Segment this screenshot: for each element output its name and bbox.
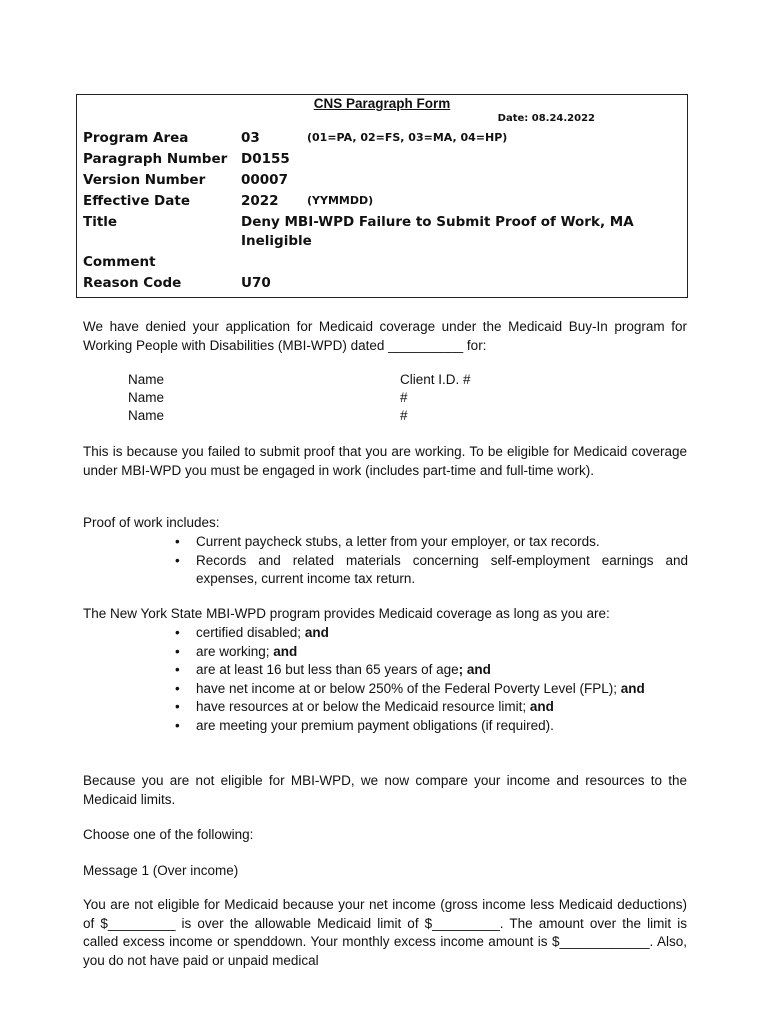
row-comment [83,253,241,271]
client-id: # [400,408,408,423]
row-program-area [83,129,507,147]
row-effective-date [83,192,373,210]
proof-heading: Proof of work includes: [83,515,220,530]
title-value: Deny MBI-WPD Failure to Submit Proof of Work, MA Ineligible [241,214,634,249]
effective-date-value: 2022 [241,193,279,209]
reason-paragraph: This is because you failed to submit proof that you are working. To be eligible for Medicaid coverage under MBI-WPD you must be engaged in work (includes part-time and full-time work). [83,444,687,478]
client-name: Name [128,372,165,387]
effective-date-note: (YYMMDD) [307,194,374,207]
bullet-icon: • [175,625,180,640]
message1-heading: Message 1 (Over income) [83,863,239,878]
list-item: • are working; and [172,643,688,662]
eligibility-list [172,624,688,735]
row-reason-code [83,274,307,292]
compare-paragraph: Because you are not eligible for MBI-WPD, we now compare your income and resources to the Medicaid limits. [83,773,687,807]
bullet-icon: • [175,662,180,677]
list-item: • Current paycheck stubs, a letter from your employer, or tax records. [172,533,688,552]
bullet-icon: • [175,552,180,568]
choose-line: Choose one of the following: [83,827,254,842]
row-title [83,213,661,251]
version-number-label: Version Number [83,172,206,188]
form-title: CNS Paragraph Form [313,96,451,111]
row-paragraph-number [83,150,307,168]
list-item: • Records and related materials concerning self-employment earnings and expenses, current income tax return. [175,552,688,586]
list-item: • have net income at or below 250% of the Federal Poverty Level (FPL); and [172,680,688,699]
row-version-number [83,171,307,189]
intro-paragraph: We have denied your application for Medicaid coverage under the Medicaid Buy-In program for Working People with Disabilities (MBI-WPD) dated __________ for: [83,319,687,353]
list-item: • have resources at or below the Medicaid resource limit; and [172,698,688,717]
bullet-icon: • [175,643,180,659]
paragraph-number-value: D0155 [241,151,290,167]
reason-code-label: Reason Code [83,275,182,291]
client-name: Name [128,408,165,423]
paragraph-form-header [76,94,688,298]
title-label: Title [83,214,118,230]
list-item: • are meeting your premium payment obligations (if required). [172,717,688,736]
client-name: Name [128,390,165,405]
effective-date-label: Effective Date [83,193,190,209]
bullet-icon: • [175,717,180,733]
paragraph-number-label: Paragraph Number [83,151,228,167]
program-heading: The New York State MBI-WPD program provides Medicaid coverage as long as you are: [83,606,610,621]
client-id: # [400,390,408,405]
proof-list [172,533,688,589]
reason-code-value: U70 [241,275,271,291]
program-area-label: Program Area [83,130,189,146]
message1-paragraph: You are not eligible for Medicaid because your net income (gross income less Medicaid deductions) of $_________ is over the allowable Medicaid limit of $_________. The amount over the limit is called excess income or spenddown. Your monthly excess income amount is $____________. Also, you do not have paid or unpaid medical [83,897,687,968]
program-area-value: 03 [241,130,260,146]
comment-label: Comment [83,254,156,270]
bullet-icon: • [175,699,180,714]
client-id: Client I.D. # [400,372,471,387]
bullet-icon: • [175,534,180,549]
program-area-note: (01=PA, 02=FS, 03=MA, 04=HP) [307,131,508,144]
list-item: • certified disabled; and [172,624,688,643]
bullet-icon: • [175,680,180,696]
list-item: • are at least 16 but less than 65 years of age; and [172,661,688,680]
form-date: Date: 08.24.2022 [497,113,595,124]
version-number-value: 00007 [241,172,288,188]
